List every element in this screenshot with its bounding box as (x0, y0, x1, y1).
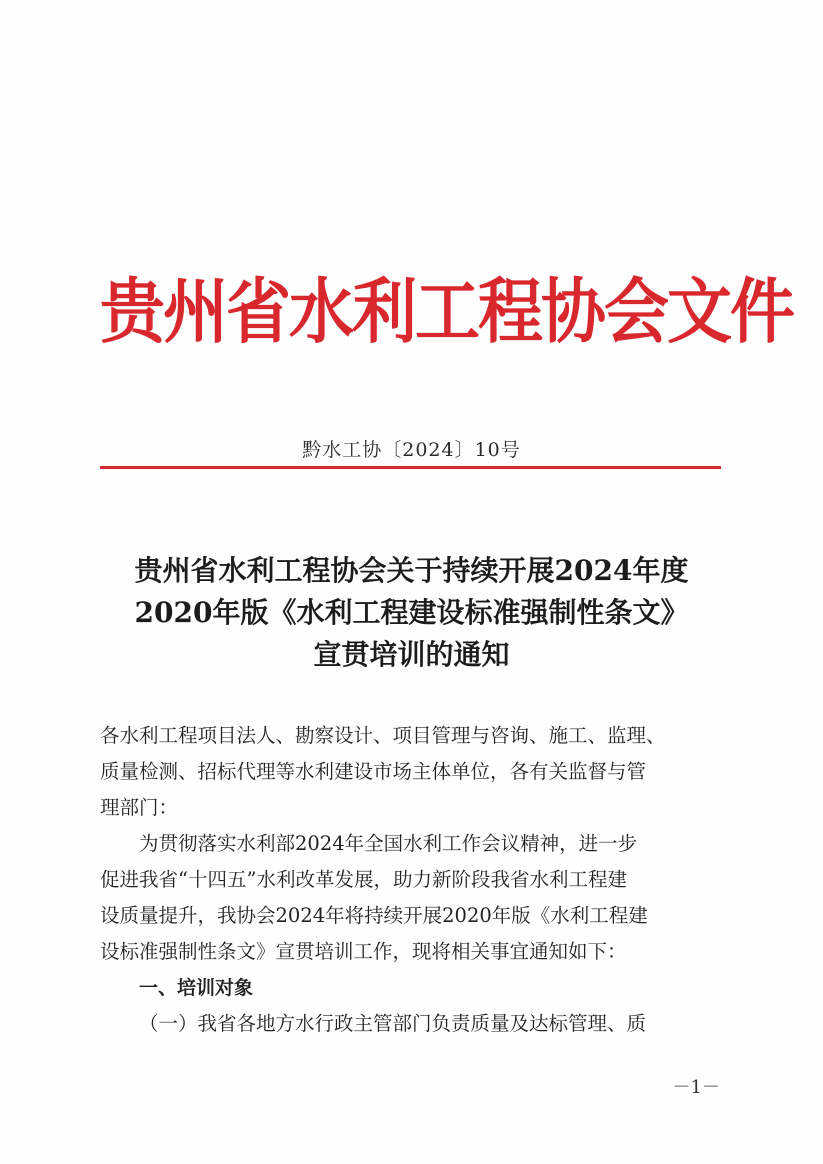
section-1-heading: 一、培训对象 (139, 977, 254, 999)
page-number: －1－ (672, 1077, 720, 1098)
paragraph-1-line-1: 为贯彻落实水利部2024年全国水利工作会议精神，进一步 (139, 832, 638, 855)
document-number: 黔水工协〔2024〕10号 (302, 439, 521, 461)
addressee-line-2: 质量检测、招标代理等水利建设市场主体单位，各有关监督与管 (100, 760, 647, 783)
masthead-title: 贵州省水利工程协会文件 (100, 270, 794, 354)
paragraph-1-line-4: 设标准强制性条文》宣贯培训工作，现将相关事宜通知如下： (100, 940, 627, 963)
notice-title (90, 550, 733, 676)
notice-body (100, 718, 723, 1042)
notice-title-line-3: 宣贯培训的通知 (313, 638, 510, 671)
addressee-line-3: 理部门： (100, 796, 179, 819)
notice-title-line-2: 2020年版《水利工程建设标准强制性条文》 (134, 596, 689, 629)
addressee-line-1: 各水利工程项目法人、勘察设计、项目管理与咨询、施工、监理、 (100, 724, 666, 747)
red-divider-rule (100, 466, 721, 469)
notice-title-line-1: 贵州省水利工程协会关于持续开展2024年度 (134, 554, 689, 587)
paragraph-1-line-2: 促进我省“十四五”水利改革发展，助力新阶段我省水利工程建 (100, 868, 627, 891)
paragraph-1-line-3: 设质量提升，我协会2024年将持续开展2020年版《水利工程建 (100, 904, 648, 927)
section-1-item-1: （一）我省各地方水行政主管部门负责质量及达标管理、质 (139, 1012, 647, 1035)
